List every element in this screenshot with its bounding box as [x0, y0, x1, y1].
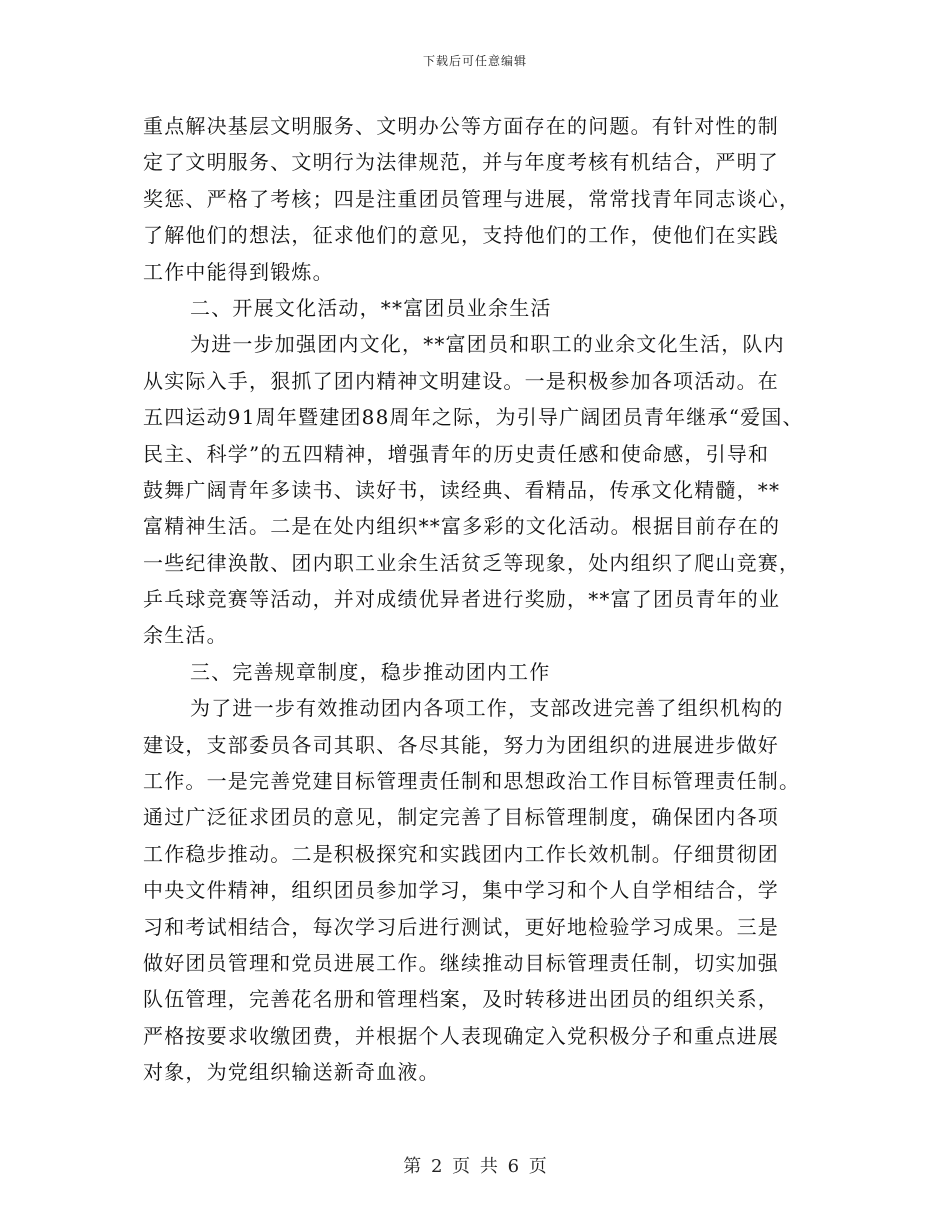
- paragraph-line: 工作中能得到锻炼。: [143, 259, 334, 284]
- paragraph-line: 奖惩、严格了考核；四是注重团员管理与进展，常常找青年同志谈心，: [143, 186, 801, 211]
- paragraph-line: 队伍管理，完善花名册和管理档案，及时转移进出团员的组织关系，: [143, 987, 779, 1012]
- paragraph-line: 对象，为党组织输送新奇血液。: [143, 1060, 440, 1085]
- paragraph-line: 做好团员管理和党员进展工作。继续推动目标管理责任制，切实加强: [143, 950, 779, 975]
- paragraph-line: 余生活。: [143, 623, 228, 648]
- paragraph-line-indented: 二、开展文化活动，**富团员业余生活: [190, 295, 552, 320]
- paragraph-line: 习和考试相结合，每次学习后进行测试，更好地检验学习成果。三是: [143, 914, 779, 939]
- document-body: [143, 108, 833, 1091]
- paragraph-line: 从实际入手，狠抓了团内精神文明建设。一是积极参加各项活动。在: [143, 368, 779, 393]
- paragraph-line: 富精神生活。二是在处内组织**富多彩的文化活动。根据目前存在的: [143, 514, 781, 539]
- paragraph-line-indented: 三、完善规章制度，稳步推动团内工作: [190, 659, 551, 684]
- paragraph-line: 严格按要求收缴团费，并根据个人表现确定入党积极分子和重点进展: [143, 1023, 779, 1048]
- paragraph-line: 通过广泛征求团员的意见，制定完善了目标管理制度，确保团内各项: [143, 805, 779, 830]
- paragraph-line: 中央文件精神，组织团员参加学习，集中学习和个人自学相结合，学: [143, 878, 779, 903]
- paragraph-line: 乒乓球竞赛等活动，并对成绩优异者进行奖励，**富了团员青年的业: [143, 587, 781, 612]
- paragraph-line: 一些纪律涣散、团内职工业余生活贫乏等现象，处内组织了爬山竞赛，: [143, 550, 801, 575]
- paragraph-line-indented: 为了进一步有效推动团内各项工作，支部改进完善了组织机构的: [190, 696, 784, 721]
- paragraph-line: 工作稳步推动。二是积极探究和实践团内工作长效机制。仔细贯彻团: [143, 841, 779, 866]
- page-header: 下载后可任意编辑: [422, 54, 527, 68]
- paragraph-line: 工作。一是完善党建目标管理责任制和思想政治工作目标管理责任制。: [143, 769, 801, 794]
- paragraph-line: 建设，支部委员各司其职、各尽其能，努力为团组织的进展进步做好: [143, 732, 779, 757]
- paragraph-line: 定了文明服务、文明行为法律规范，并与年度考核有机结合，严明了: [143, 150, 779, 175]
- paragraph-line: 民主、科学”的五四精神，增强青年的历史责任感和使命感，引导和: [143, 441, 770, 466]
- page-footer: 第 2 页 共 6 页: [403, 1156, 547, 1177]
- paragraph-line: 了解他们的想法，征求他们的意见，支持他们的工作，使他们在实践: [143, 223, 779, 248]
- paragraph-line: 重点解决基层文明服务、文明办公等方面存在的问题。有针对性的制: [143, 114, 779, 138]
- paragraph-line-indented: 为进一步加强团内文化，**富团员和职工的业余文化生活，队内: [190, 332, 785, 357]
- paragraph-line: 鼓舞广阔青年多读书、读好书，读经典、看精品，传承文化精髓，**: [143, 477, 781, 502]
- paragraph-line: 五四运动91周年暨建团88周年之际，为引导广阔团员青年继承“爱国、: [143, 405, 804, 430]
